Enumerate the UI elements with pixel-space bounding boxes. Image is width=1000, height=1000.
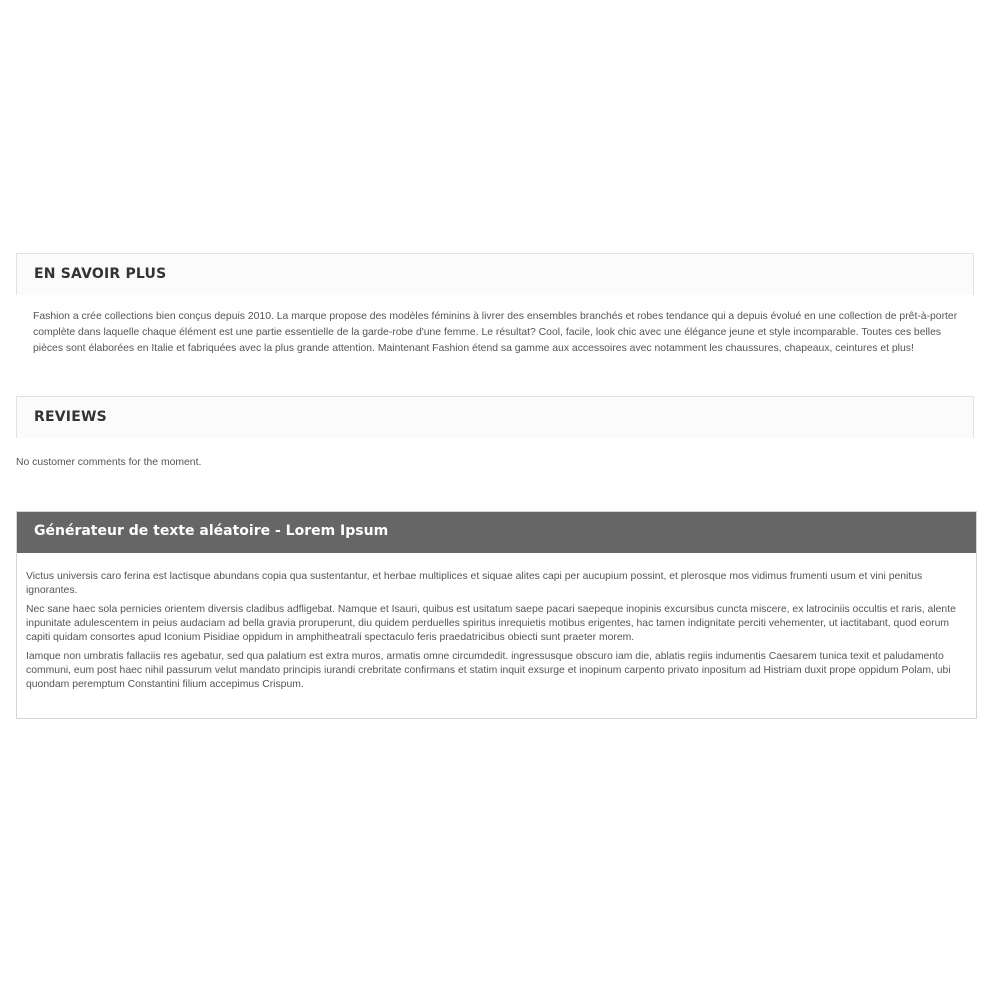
en-savoir-plus-description: Fashion a crée collections bien conçus depuis 2010. La marque propose des modèles féminins à livrer des ensembles branchés et robes tendance qui a depuis évolué en une collection de prêt-à-porter complète dans laquelle chaque élément est une partie essentielle de la garde-robe d'une femme. Le résultat? Cool, facile, look chic avec une élégance jeune et style incomparable. Toutes ces belles pièces sont élaborées en Italie et fabriquées avec la plus grande attention. Maintenant Fashion étend sa gamme aux accessoires avec notamment les chaussures, chapeaux, ceintures et plus!	[33, 311, 958, 354]
lorem-paragraph: Victus universis caro ferina est lactisque abundans copia qua sustentantur, et herbae multiplices et siquae alites capi per aucupium possint, et plerosque mos vidimus frumenti usum et vini penitus ignorantes.	[26, 571, 923, 596]
lorem-paragraph: Nec sane haec sola pernicies orientem diversis cladibus adfligebat. Namque et Isauri, quibus est usitatum saepe pacari saepeque inopinis excursibus cuncta miscere, ex latrociniis occultis et raris, alente inpunitate adulescentem in peius audaciam ad bella gravia proruperunt, diu quidem perduelles spiritus inrequietis motibus erigentes, hac tamen indignitate perciti vehementer, ut iactitabant, quod eorum capiti quidam consortes apud Iconium Pisidiae oppidum in amphitheatrali spectaculo feris praedatricibus obiecti sunt praeter morem.	[26, 604, 956, 643]
en-savoir-plus-header	[16, 253, 974, 295]
reviews-header	[16, 396, 974, 438]
lorem-ipsum-content	[17, 553, 976, 692]
lorem-paragraph: Iamque non umbratis fallaciis res agebatur, sed qua palatium est extra muros, armatis omne circumdedit. ingressusque obscuro iam die, ablatis regiis indumentis Caesarem tunica texit et paludamento communi, eum post haec nihil passurum velut mandato principis iurandi crebritate confirmans et statim inquit exsurge et inopinum carpento privato inpositum ad Histriam duxit prope oppidum Polam, ubi quondam peremptum Constantini filium accepimus Crispum.	[26, 651, 951, 690]
en-savoir-plus-title: EN SAVOIR PLUS	[34, 266, 167, 282]
lorem-ipsum-panel	[16, 511, 977, 719]
reviews-title: REVIEWS	[34, 409, 107, 425]
lorem-ipsum-title: Générateur de texte aléatoire - Lorem Ipsum	[34, 523, 389, 539]
lorem-ipsum-header	[17, 512, 976, 553]
reviews-empty-message: No customer comments for the moment.	[16, 457, 202, 468]
